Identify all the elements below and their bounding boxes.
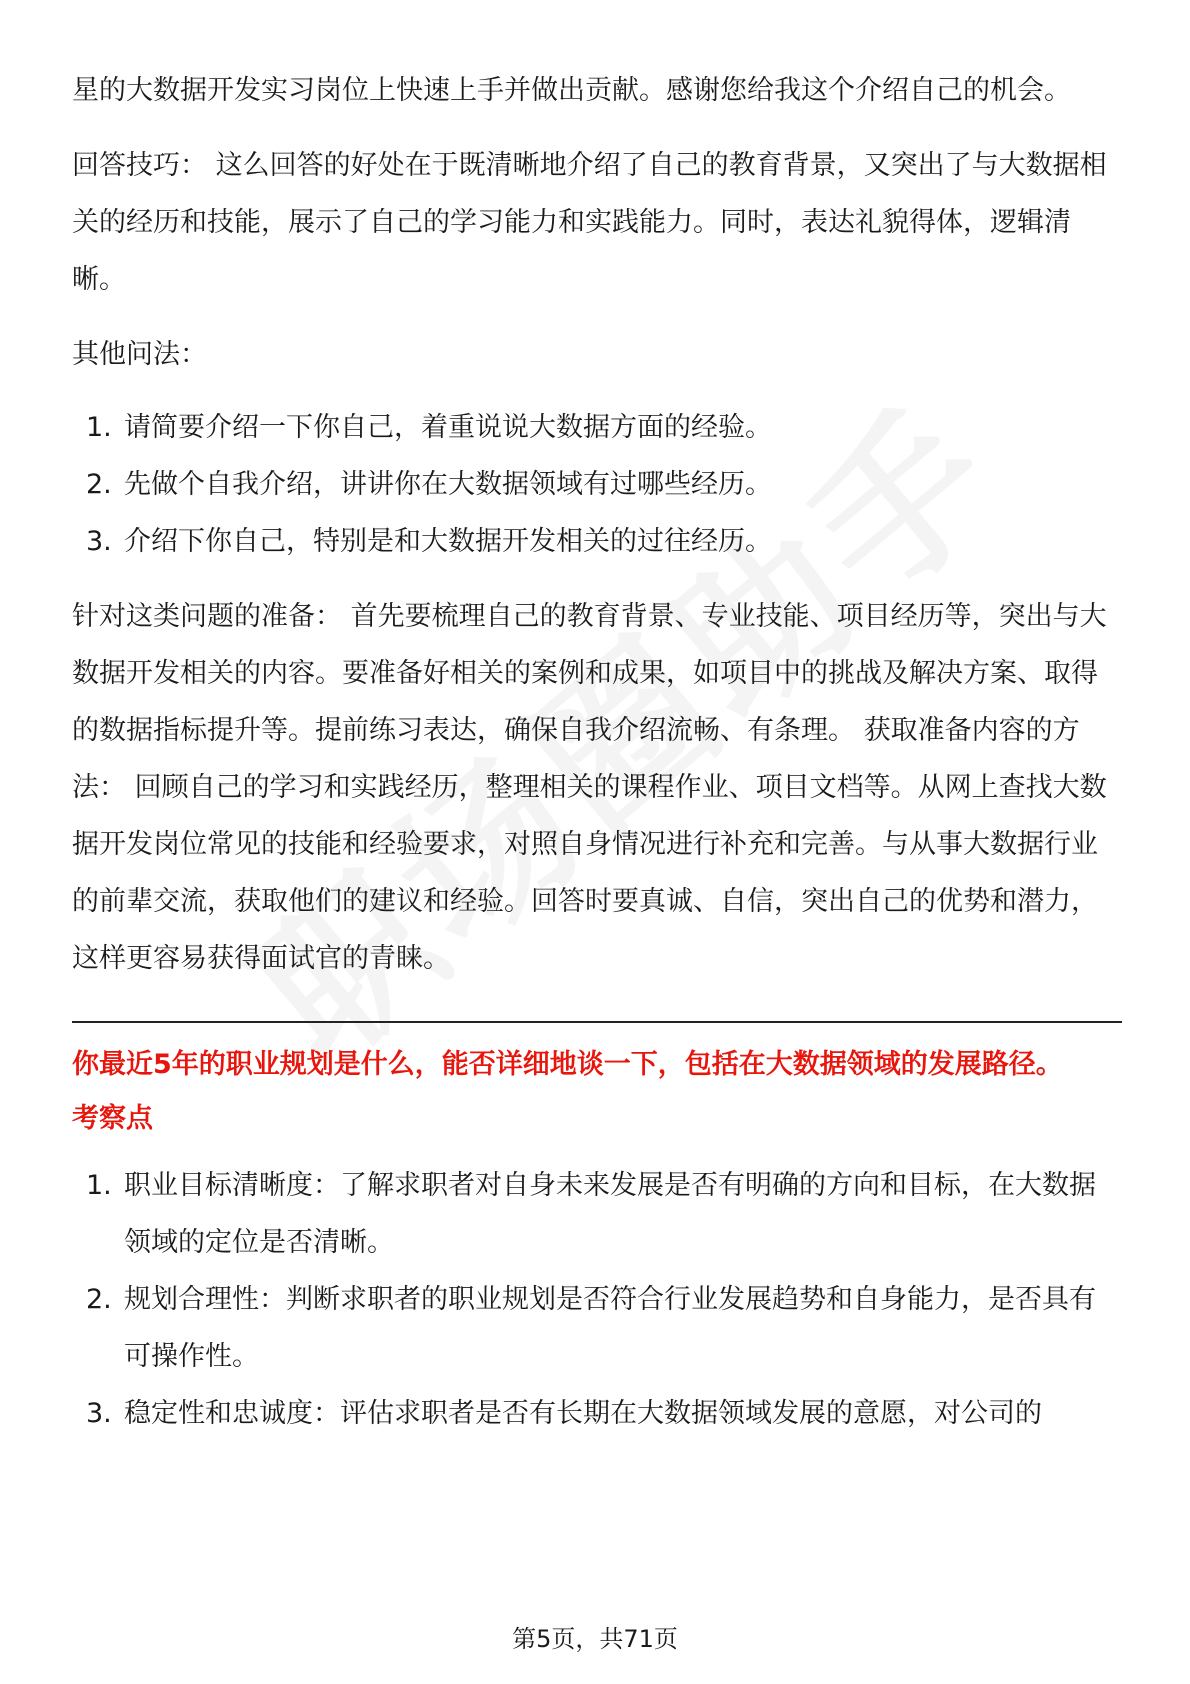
- list-item: 1. 请简要介绍一下你自己，着重说说大数据方面的经验。: [86, 412, 772, 443]
- page-content: [72, 62, 1122, 1442]
- answer-tip-paragraph: 回答技巧： 这么回答的好处在于既清晰地介绍了自己的教育背景，又突出了与大数据相关的经历和技能，展示了自己的学习能力和实践能力。同时，表达礼貌得体，逻辑清晰。: [72, 150, 1107, 295]
- other-asks-heading: 其他问法：: [72, 339, 207, 370]
- list-item: 2. 规划合理性：判断求职者的职业规划是否符合行业发展趋势和自身能力，是否具有可操作性。: [86, 1284, 1096, 1372]
- assessment-points-heading: 考察点: [72, 1103, 153, 1134]
- assessment-points-list: [72, 1157, 1122, 1442]
- list-item: 3. 稳定性和忠诚度：评估求职者是否有长期在大数据领域发展的意愿，对公司的: [86, 1398, 1042, 1429]
- section-divider: [72, 1021, 1122, 1023]
- page-footer: 第5页，共71页: [512, 1625, 678, 1653]
- other-asks-list: [72, 399, 1122, 570]
- preparation-paragraph: 针对这类问题的准备： 首先要梳理自己的教育背景、专业技能、项目经历等，突出与大数据开发相关的内容。要准备好相关的案例和成果，如项目中的挑战及解决方案、取得的数据指标提升等。提前练习表达，确保自我介绍流畅、有条理。 获取准备内容的方法： 回顾自己的学习和实践经历，整理相关的课程作业、项目文档等。从网上查找大数据开发岗位常见的技能和经验要求，对照自身情况进行补充和完善。与从事大数据行业的前辈交流，获取他们的建议和经验。回答时要真诚、自信，突出自己的优势和潜力，这样更容易获得面试官的青睐。: [72, 601, 1107, 974]
- list-item: 2. 先做个自我介绍，讲讲你在大数据领域有过哪些经历。: [86, 469, 772, 500]
- list-item: 1. 职业目标清晰度：了解求职者对自身未来发展是否有明确的方向和目标，在大数据领域的定位是否清晰。: [86, 1170, 1096, 1258]
- question-title: 你最近5年的职业规划是什么，能否详细地谈一下，包括在大数据领域的发展路径。: [72, 1049, 1063, 1080]
- intro-end-paragraph: 星的大数据开发实习岗位上快速上手并做出贡献。感谢您给我这个介绍自己的机会。: [72, 75, 1071, 106]
- list-item: 3. 介绍下你自己，特别是和大数据开发相关的过往经历。: [86, 526, 772, 557]
